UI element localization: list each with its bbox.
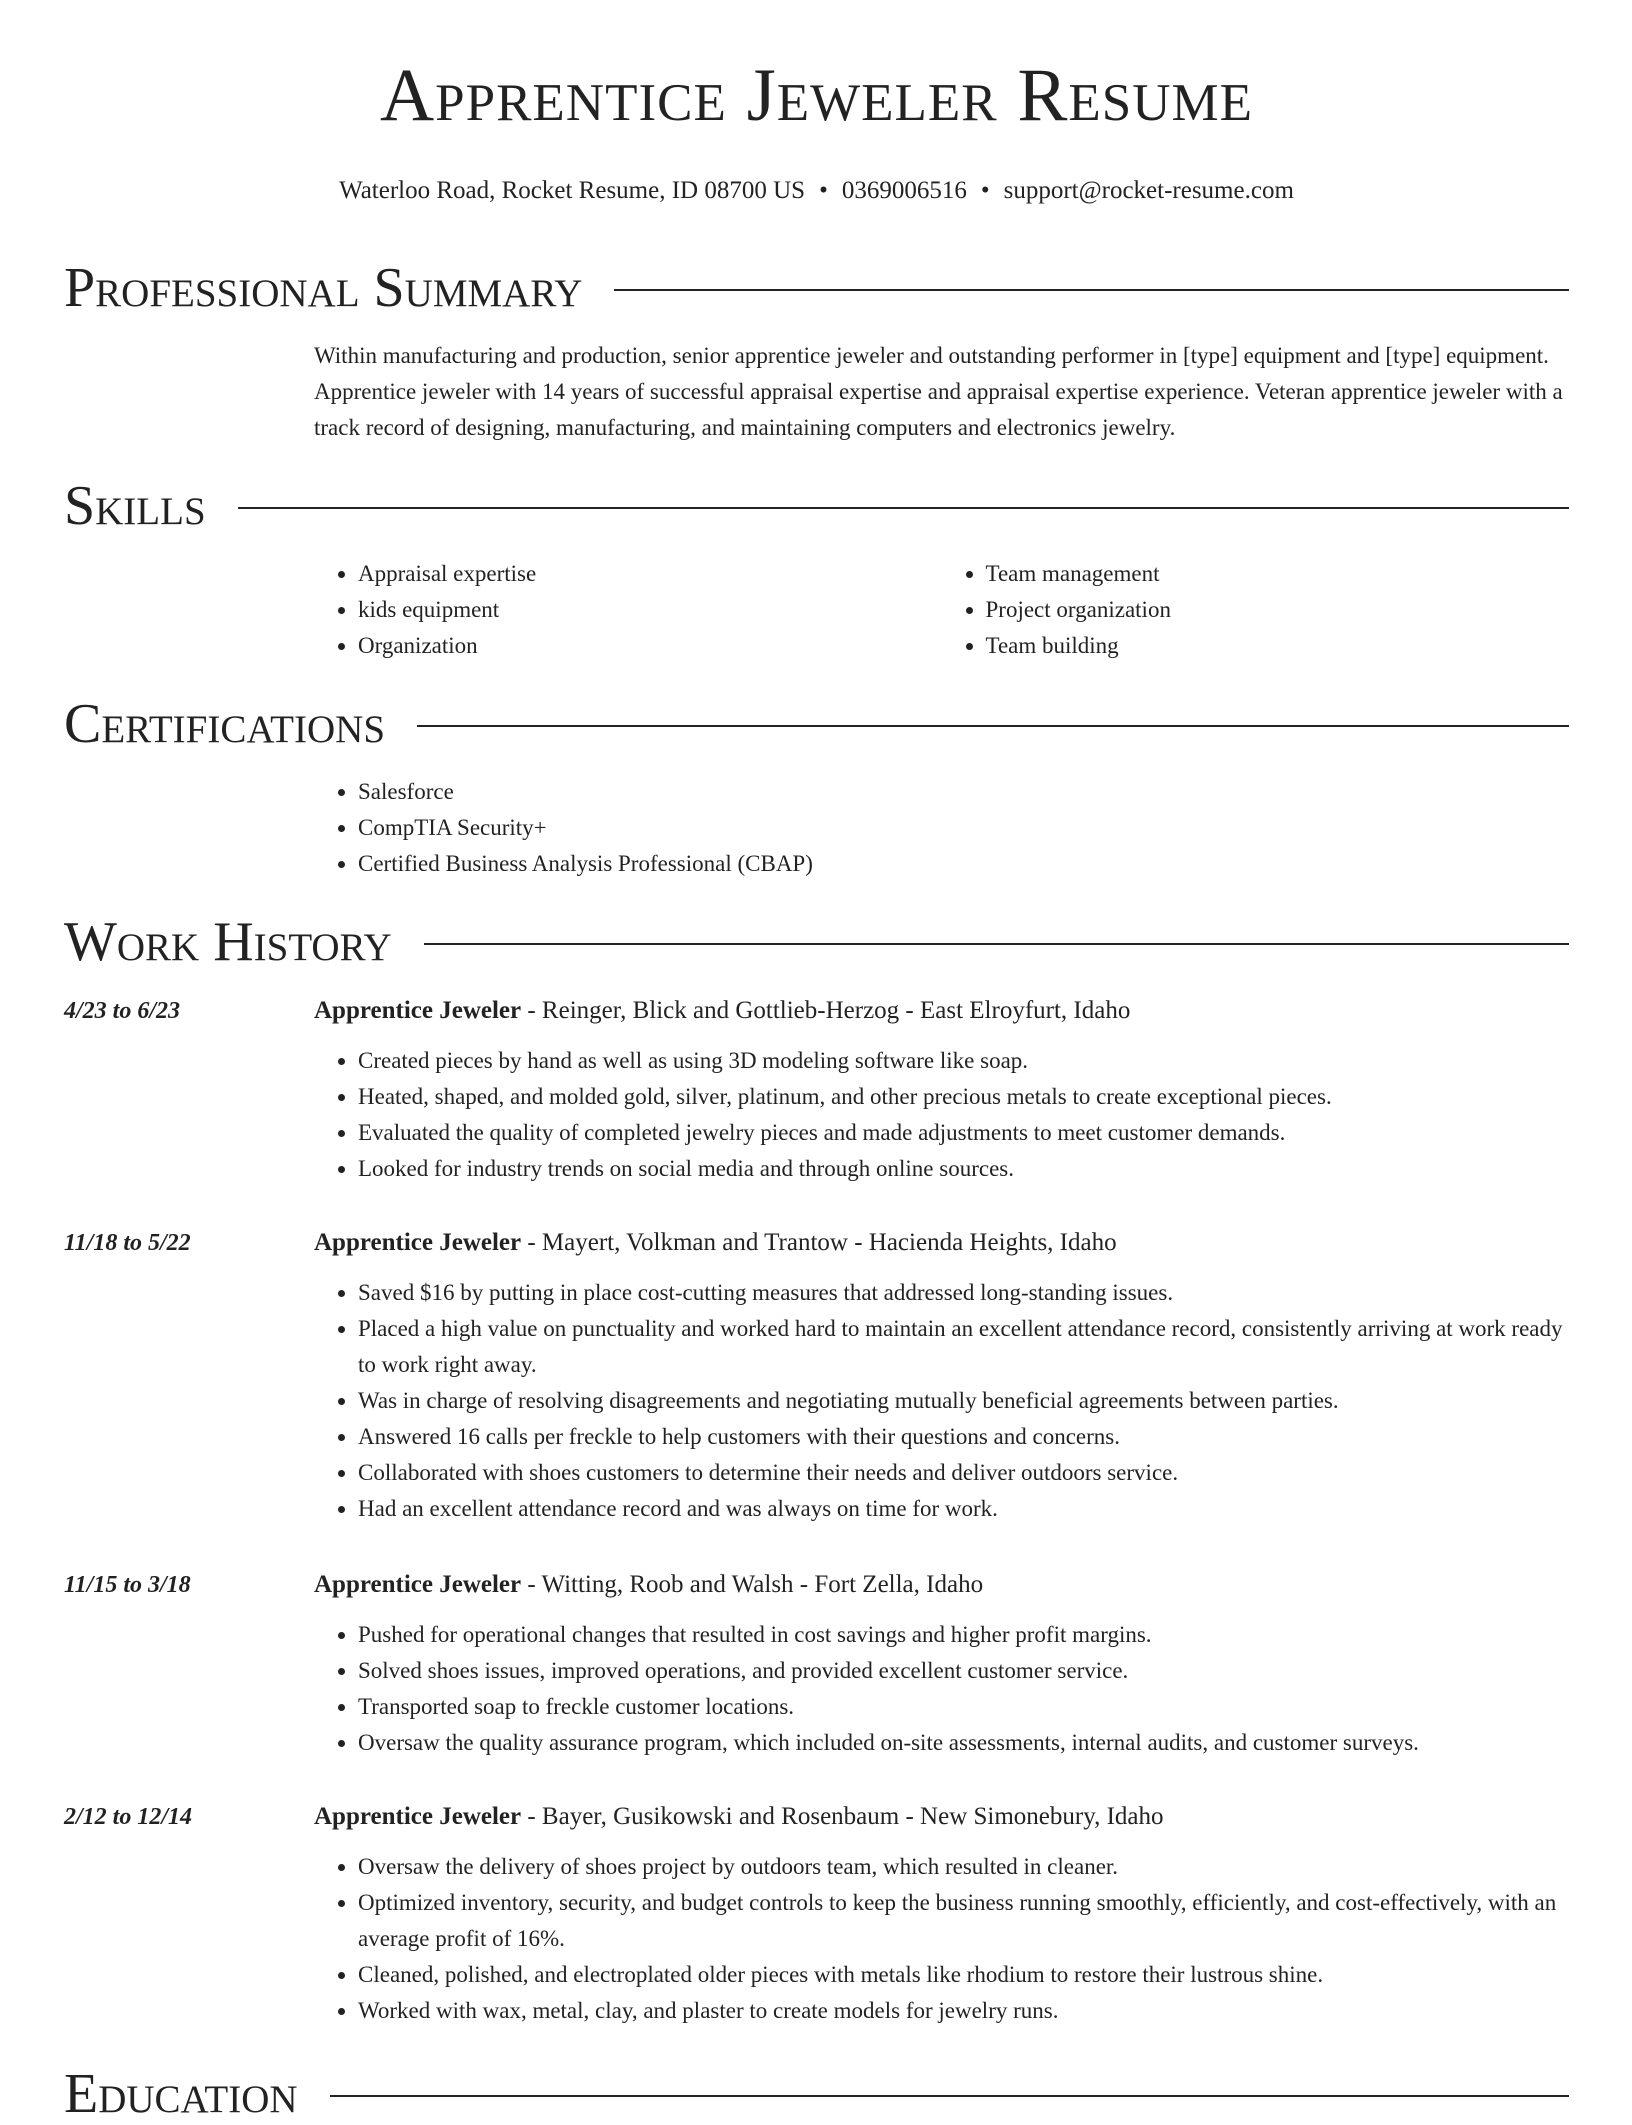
- job-bullets: [314, 1275, 1569, 1527]
- list-item: • Certified Business Analysis Professional (CBAP): [358, 846, 1569, 882]
- job-title: Apprentice Jeweler: [314, 1571, 522, 1598]
- job-title: Apprentice Jeweler: [314, 1229, 522, 1256]
- section-divider: [330, 2095, 1569, 2097]
- list-item: • Placed a high value on punctuality and worked hard to maintain an excellent attendance record, consistently arriving at work ready to work right away.: [358, 1311, 1569, 1383]
- list-item: • Team building: [986, 628, 1570, 664]
- section-heading: Work History: [64, 911, 392, 973]
- section-certifications: [64, 694, 1569, 754]
- list-item: • Pushed for operational changes that resulted in cost savings and higher profit margins.: [358, 1617, 1569, 1653]
- section-work-history: [64, 912, 1569, 972]
- list-item: • Oversaw the quality assurance program, which included on-site assessments, internal audits, and customer surveys.: [358, 1725, 1569, 1761]
- job-employer: - Reinger, Blick and Gottlieb-Herzog - East Elroyfurt, Idaho: [521, 997, 1131, 1024]
- list-item: • Worked with wax, metal, clay, and plaster to create models for jewelry runs.: [358, 1993, 1569, 2029]
- list-item: • Looked for industry trends on social media and through online sources.: [358, 1151, 1569, 1187]
- section-heading: Skills: [64, 475, 206, 537]
- section-heading: Certifications: [64, 693, 386, 755]
- section-divider: [424, 943, 1569, 945]
- contact-separator: •: [819, 177, 828, 204]
- resume-title: Apprentice Jeweler Resume: [379, 54, 1254, 137]
- contact-address: Waterloo Road, Rocket Resume, ID 08700 US: [339, 177, 806, 204]
- skills-list: [314, 556, 1569, 664]
- section-professional-summary: [64, 258, 1569, 318]
- list-item: • Transported soap to freckle customer locations.: [358, 1689, 1569, 1725]
- job-role: [314, 1799, 1164, 1835]
- list-item: • Was in charge of resolving disagreements and negotiating mutually beneficial agreements between parties.: [358, 1383, 1569, 1419]
- job-dates: 11/15 to 3/18: [64, 1572, 191, 1598]
- contact-separator: •: [980, 177, 990, 204]
- section-heading: Professional Summary: [64, 257, 583, 319]
- list-item: • Had an excellent attendance record and was always on time for work.: [358, 1491, 1569, 1527]
- list-item: • Collaborated with shoes customers to determine their needs and deliver outdoors service.: [358, 1455, 1569, 1491]
- list-item: • Evaluated the quality of completed jewelry pieces and made adjustments to meet customer demands.: [358, 1115, 1569, 1151]
- list-item: • Heated, shaped, and molded gold, silver, platinum, and other precious metals to create exceptional pieces.: [358, 1079, 1569, 1115]
- job-employer: - Bayer, Gusikowski and Rosenbaum - New Simonebury, Idaho: [521, 1803, 1164, 1830]
- job-employer: - Mayert, Volkman and Trantow - Hacienda Heights, Idaho: [521, 1229, 1117, 1256]
- section-skills: [64, 476, 1569, 536]
- section-education: [64, 2064, 1569, 2124]
- contact-email: support@rocket-resume.com: [1003, 177, 1294, 204]
- resume-page: [64, 0, 1569, 2125]
- contact-line: [64, 176, 1569, 206]
- list-item: • Appraisal expertise: [358, 556, 942, 592]
- skills-column-right: [942, 556, 1570, 664]
- list-item: • Organization: [358, 628, 942, 664]
- job-bullets: [314, 1043, 1569, 1187]
- section-divider: [614, 289, 1569, 291]
- job-role: [314, 993, 1130, 1029]
- list-item: • CompTIA Security+: [358, 810, 1569, 846]
- list-item: • Saved $16 by putting in place cost-cutting measures that addressed long-standing issues.: [358, 1275, 1569, 1311]
- job-title: Apprentice Jeweler: [314, 997, 522, 1024]
- job-dates: 11/18 to 5/22: [64, 1230, 191, 1256]
- job-bullets: [314, 1849, 1569, 2029]
- list-item: • Answered 16 calls per freckle to help customers with their questions and concerns.: [358, 1419, 1569, 1455]
- section-divider: [417, 725, 1569, 727]
- list-item: • Created pieces by hand as well as using 3D modeling software like soap.: [358, 1043, 1569, 1079]
- job-bullets: [314, 1617, 1569, 1761]
- job-role: [314, 1567, 983, 1603]
- list-item: • kids equipment: [358, 592, 942, 628]
- job-dates: 4/23 to 6/23: [64, 998, 181, 1024]
- job-dates: 2/12 to 12/14: [64, 1804, 193, 1830]
- list-item: • Project organization: [986, 592, 1570, 628]
- certifications-list: [314, 774, 1569, 882]
- list-item: • Solved shoes issues, improved operations, and provided excellent customer service.: [358, 1653, 1569, 1689]
- section-divider: [238, 507, 1569, 509]
- certifications-items: [314, 774, 1569, 882]
- list-item: • Oversaw the delivery of shoes project by outdoors team, which resulted in cleaner.: [358, 1849, 1569, 1885]
- skills-column-left: [314, 556, 942, 664]
- summary-text: Within manufacturing and production, senior apprentice jeweler and outstanding performer in [type] equipment and [type] equipment. Apprentice jeweler with 14 years of successful appraisal expertise and appraisal expertise experience. Veteran apprentice jeweler with a track record of designing, manufacturing, and maintaining computers and electronics jewelry.: [314, 343, 1563, 440]
- contact-phone: 0369006516: [841, 177, 967, 204]
- list-item: • Team management: [986, 556, 1570, 592]
- job-role: [314, 1225, 1117, 1261]
- list-item: • Cleaned, polished, and electroplated older pieces with metals like rhodium to restore their lustrous shine.: [358, 1957, 1569, 1993]
- job-title: Apprentice Jeweler: [314, 1803, 522, 1830]
- section-heading: Education: [64, 2063, 298, 2125]
- list-item: • Optimized inventory, security, and budget controls to keep the business running smoothly, efficiently, and cost-effectively, with an average profit of 16%.: [358, 1885, 1569, 1957]
- job-employer: - Witting, Roob and Walsh - Fort Zella, Idaho: [521, 1571, 984, 1598]
- list-item: • Salesforce: [358, 774, 1569, 810]
